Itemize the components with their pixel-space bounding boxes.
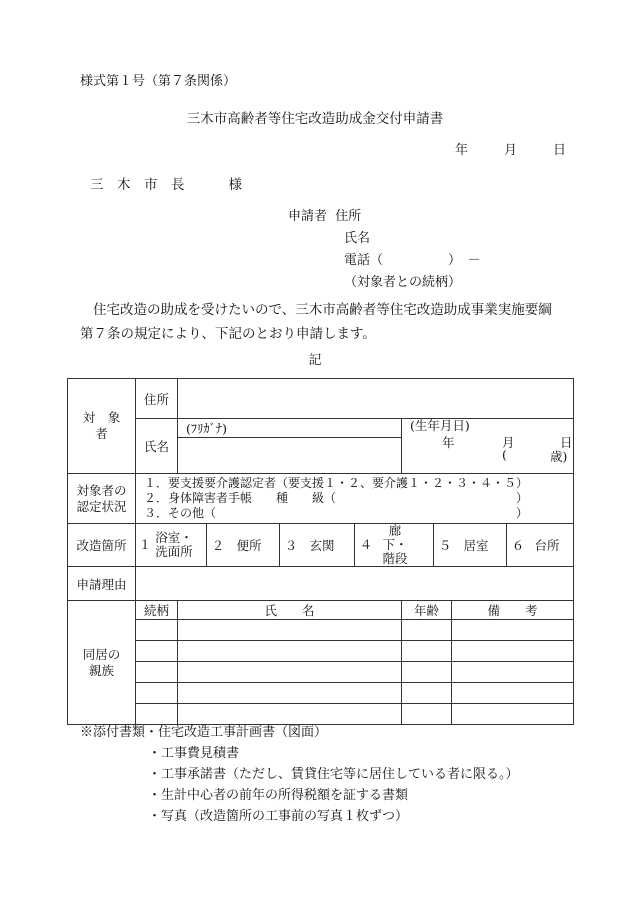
- applicant-phone-label: 電話（ ） －: [344, 253, 481, 268]
- addressee-name: 三 木 市 長: [90, 177, 185, 193]
- family-header-name: 氏 名: [178, 601, 402, 620]
- family-row[interactable]: [68, 662, 574, 683]
- family-row[interactable]: [68, 683, 574, 704]
- address-field[interactable]: [178, 379, 574, 419]
- furigana-label: (ﾌﾘｶﾞﾅ): [178, 419, 402, 438]
- body-text: 住宅改造の助成を受けたいので、三木市高齢者等住宅改造助成事業実施要綱第７条の規定により、下記のとおり申請します。: [80, 302, 552, 342]
- family-header-remarks: 備 考: [452, 601, 574, 620]
- addressee: [90, 173, 242, 193]
- cert-item-1[interactable]: １．要支援要介護認定者（要支援１・２、要介護１・２・３・４・５）: [144, 476, 529, 490]
- age-open: (: [502, 447, 507, 462]
- document-title: 三木市高齢者等住宅改造助成金交付申請書: [186, 111, 444, 127]
- renovation-option-2[interactable]: ２ 便所: [207, 524, 280, 566]
- notes-item: ・写真（改造箇所の工事前の写真１枚ずつ）: [148, 809, 409, 824]
- reason-row: [68, 567, 574, 601]
- date-day: 日: [553, 143, 567, 158]
- birth-month-unit: 月: [502, 435, 515, 450]
- renovation-row: [68, 524, 574, 567]
- notes-item: ・工事承諾書（ただし、賃貸住宅等に居住している者に限る。）: [148, 767, 519, 782]
- applicant-label: 申請者: [288, 209, 328, 224]
- notes-head: ※添付書類・住宅改造工事計画書（図面）: [80, 725, 328, 740]
- birth-year-unit: 年: [442, 435, 455, 450]
- ki-heading: 記: [308, 353, 322, 368]
- name-field[interactable]: [178, 438, 402, 474]
- date-month: 月: [504, 143, 518, 158]
- family-header-age: 年齢: [402, 601, 452, 620]
- date-line: [455, 139, 566, 158]
- family-header-row: [68, 601, 574, 620]
- applicant-relation-label: （対象者との続柄）: [344, 275, 462, 290]
- renovation-option-1[interactable]: １ 浴室・洗面所: [136, 524, 207, 566]
- applicant-name-label: 氏名: [344, 231, 371, 246]
- renovation-options: [136, 524, 573, 566]
- name-label: 氏名: [136, 419, 178, 474]
- subject-address-row: [68, 379, 574, 419]
- applicant-address-label: 住所: [335, 209, 362, 224]
- family-row[interactable]: [68, 641, 574, 662]
- date-year: 年: [455, 143, 469, 158]
- cert-item-3[interactable]: ３．その他（ ）: [144, 506, 529, 520]
- renovation-option-3[interactable]: ３ 玄関: [280, 524, 355, 566]
- attachments-notes: [80, 722, 519, 827]
- notes-item: ・生計中心者の前年の所得税額を証する書類: [148, 788, 409, 803]
- age-unit: 歳): [550, 449, 568, 464]
- cert-row: [68, 474, 574, 524]
- application-table: [67, 378, 574, 725]
- cert-label: 対象者の認定状況: [68, 474, 136, 524]
- family-header-relation: 続柄: [136, 601, 178, 620]
- cert-items: [136, 474, 574, 524]
- birth-cell[interactable]: [402, 419, 574, 474]
- reason-label: 申請理由: [68, 567, 136, 601]
- cert-item-2[interactable]: ２．身体障害者手帳 種 級（ ）: [144, 491, 529, 505]
- subject-furigana-row: [68, 419, 574, 438]
- notes-item: ・工事費見積書: [148, 746, 240, 761]
- renovation-label: 改造箇所: [68, 524, 136, 567]
- renovation-option-6[interactable]: ６ 台所: [511, 538, 560, 553]
- family-label: 同居の親族: [68, 601, 136, 725]
- birth-day-unit: 日: [560, 435, 573, 450]
- subject-label: 対 象 者: [68, 379, 136, 474]
- family-row[interactable]: [68, 620, 574, 641]
- renovation-option-5[interactable]: ５ 居室: [434, 524, 507, 566]
- addressee-honorific: 様: [228, 177, 242, 193]
- birth-label: (生年月日): [410, 418, 470, 433]
- applicant-block: [288, 206, 481, 294]
- address-label: 住所: [136, 379, 178, 419]
- reason-field[interactable]: [136, 567, 574, 601]
- form-number: 様式第１号（第７条関係）: [80, 74, 237, 89]
- renovation-option-4[interactable]: ４廊下・階段: [355, 524, 434, 566]
